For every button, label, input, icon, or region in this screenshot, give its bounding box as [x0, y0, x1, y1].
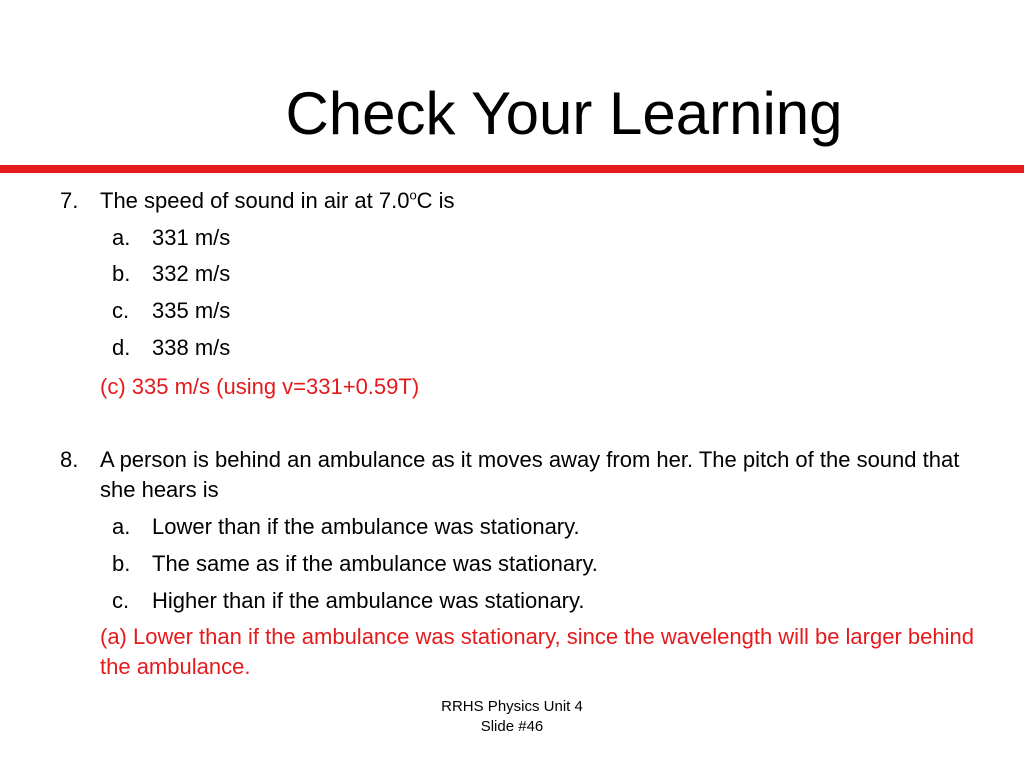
question-7-text-unit: C is [416, 188, 455, 213]
option-text: 335 m/s [152, 298, 231, 323]
option-label: a. [112, 225, 131, 250]
slide-title: Check Your Learning [285, 80, 843, 147]
option-label: c. [112, 588, 130, 613]
question-7-answer: (c) 335 m/s (using v=331+0.59T) [100, 374, 420, 399]
option-label: b. [112, 261, 131, 286]
option-label: c. [112, 298, 130, 323]
footer-course: RRHS Physics Unit 4 [441, 698, 583, 715]
slide-footer [412, 697, 612, 737]
option-text: 332 m/s [152, 261, 231, 286]
option-label: b. [112, 551, 131, 576]
option-text: Lower than if the ambulance was stationary. [152, 514, 580, 539]
question-7-number: 7. [60, 188, 79, 213]
option-text: The same as if the ambulance was stationary. [152, 551, 598, 576]
title-divider [0, 165, 1024, 173]
question-8-answer: (a) Lower than if the ambulance was stationary, since the wavelength will be larger behind the ambulance. [100, 624, 974, 679]
degree-superscript: o [409, 187, 417, 203]
option-label: a. [112, 514, 131, 539]
option-text: 338 m/s [152, 335, 231, 360]
question-8-text: A person is behind an ambulance as it moves away from her. The pitch of the sound that she hears is [100, 447, 960, 502]
footer-slide-number: Slide #46 [480, 718, 544, 735]
question-8-number: 8. [60, 447, 79, 472]
option-text: Higher than if the ambulance was stationary. [152, 588, 585, 613]
option-label: d. [112, 335, 131, 360]
option-text: 331 m/s [152, 225, 231, 250]
question-7-text-main: The speed of sound in air at 7.0 [100, 188, 410, 213]
question-7-text [100, 186, 980, 216]
